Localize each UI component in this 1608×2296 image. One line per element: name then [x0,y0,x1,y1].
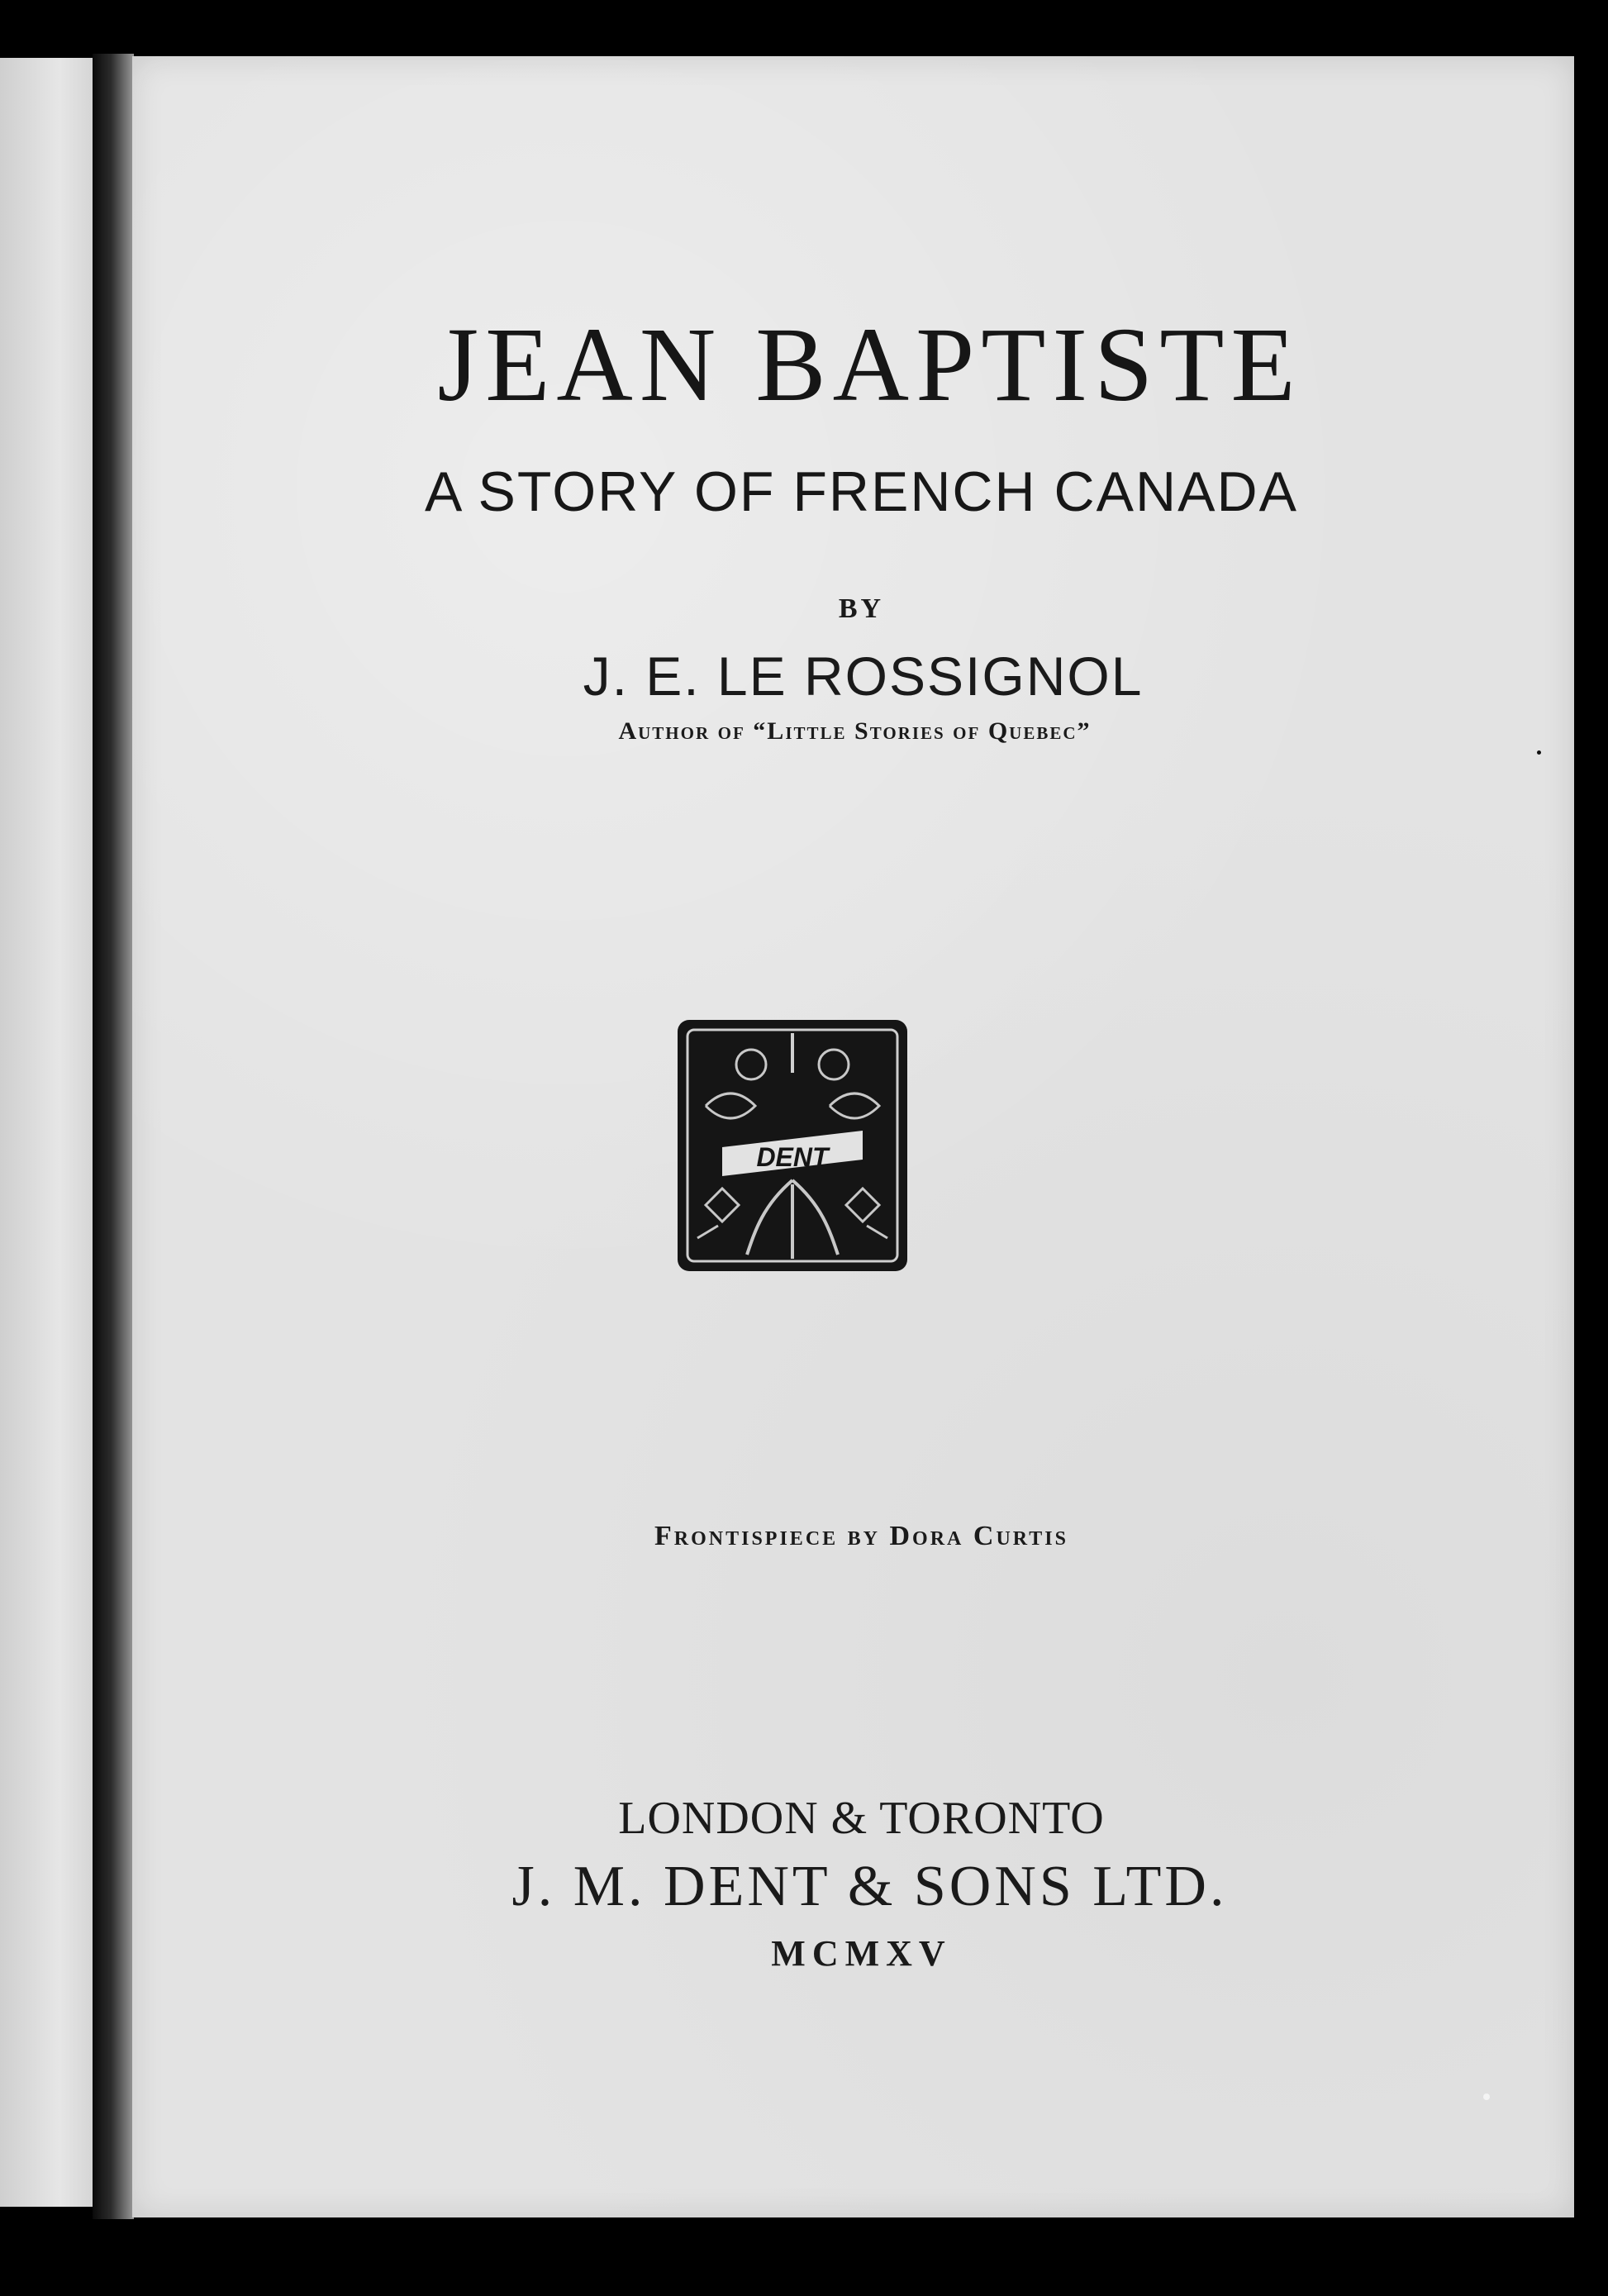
book-subtitle: A STORY OF FRENCH CANADA [425,460,1298,523]
book-title: JEAN BAPTISTE [437,306,1302,423]
title-page [132,56,1574,2217]
frontispiece-credit: Frontispiece by Dora Curtis [654,1521,1068,1551]
publication-year: MCMXV [771,1933,952,1974]
book-spine [93,54,134,2219]
facing-page-edge [0,58,99,2207]
by-line: BY [838,593,885,624]
page-speck [1537,750,1541,755]
page-speck [1483,2094,1490,2100]
publisher-logo [673,1015,912,1276]
publisher-name: J. M. DENT & SONS LTD. [511,1855,1228,1918]
author-name: J. E. LE ROSSIGNOL [583,645,1144,707]
logo-text: DENT [756,1142,829,1172]
publication-place: LONDON & TORONTO [618,1793,1105,1844]
author-note: Author of “Little Stories of Quebec” [618,717,1092,745]
